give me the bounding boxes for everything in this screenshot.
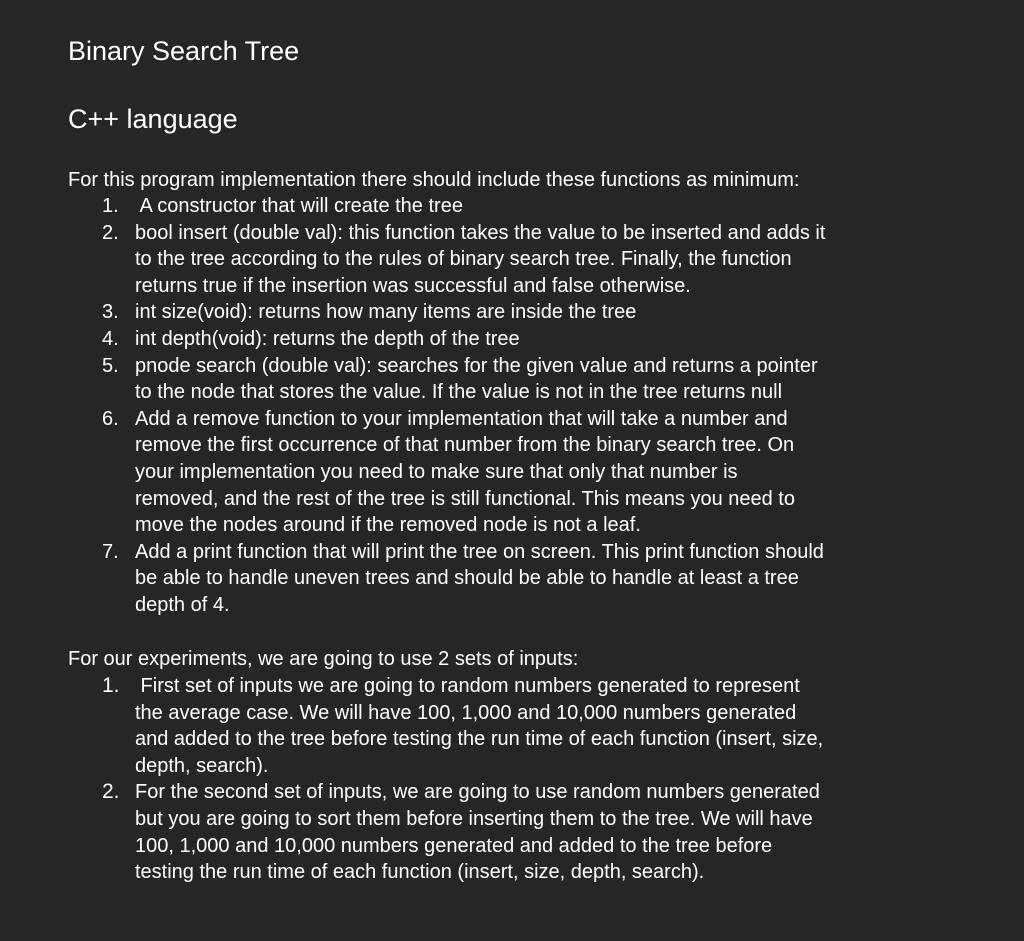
list-item [68, 220, 948, 300]
list-item-number: 6. [102, 407, 119, 430]
list-item-text: but you are going to sort them before inserting them to the tree. We will have [135, 807, 813, 830]
list-item [68, 353, 948, 406]
requirements-list [68, 193, 948, 619]
list-item-text: depth of 4. [135, 593, 230, 616]
list-item-text: 100, 1,000 and 10,000 numbers generated and added to the tree before [135, 834, 773, 857]
list-item-text: your implementation you need to make sure that only that number is [135, 460, 738, 483]
list-item-text: to the tree according to the rules of binary search tree. Finally, the function [135, 248, 792, 271]
experiments-list [68, 673, 948, 886]
document-subtitle: C++ language [68, 104, 238, 134]
list-item-number: 5. [102, 354, 119, 377]
requirements-intro: For this program implementation there should include these functions as minimum: [68, 169, 800, 191]
list-item-text: First set of inputs we are going to random numbers generated to represent [135, 675, 800, 697]
list-item-text: be able to handle uneven trees and should be able to handle at least a tree [135, 567, 799, 590]
list-item-number: 1. [102, 674, 120, 697]
list-item-number: 2. [102, 221, 119, 244]
list-item-number: 2. [102, 780, 120, 804]
document-title: Binary Search Tree [68, 36, 300, 66]
list-item-text: Add a remove function to your implementation that will take a number and [135, 407, 788, 430]
list-item-text: removed, and the rest of the tree is still functional. This means you need to [135, 487, 795, 510]
list-item-number: 7. [102, 540, 119, 563]
list-item-text: depth, search). [135, 754, 269, 777]
list-item [68, 299, 948, 326]
list-item [68, 673, 948, 779]
list-item-text: move the nodes around if the removed node is not a leaf. [135, 514, 641, 537]
list-item [68, 406, 948, 539]
list-item-text: int depth(void): returns the depth of the tree [135, 327, 520, 350]
list-item [68, 326, 948, 353]
list-item-text: returns true if the insertion was successful and false otherwise. [135, 274, 691, 297]
list-item-text: For the second set of inputs, we are going to use random numbers generated [135, 781, 820, 804]
list-item-number: 4. [102, 327, 119, 350]
list-item-text: bool insert (double val): this function takes the value to be inserted and adds it [135, 221, 826, 244]
list-item-text: remove the first occurrence of that number from the binary search tree. On [135, 434, 795, 457]
list-item [68, 779, 948, 885]
list-item-text: testing the run time of each function (insert, size, depth, search). [135, 861, 705, 884]
list-item-text: and added to the tree before testing the run time of each function (insert, size, [135, 728, 824, 751]
list-item-text: A constructor that will create the tree [135, 195, 463, 217]
list-item-number: 3. [102, 301, 119, 324]
list-item [68, 539, 948, 619]
list-item-text: the average case. We will have 100, 1,000 and 10,000 numbers generated [135, 701, 797, 724]
experiments-intro: For our experiments, we are going to use 2 sets of inputs: [68, 648, 579, 670]
list-item-text: pnode search (double val): searches for the given value and returns a pointer [135, 354, 818, 377]
list-item-text: to the node that stores the value. If the value is not in the tree returns null [135, 381, 783, 404]
list-item [68, 193, 948, 220]
list-item-text: int size(void): returns how many items are inside the tree [135, 301, 637, 324]
list-item-text: Add a print function that will print the tree on screen. This print function should [135, 540, 824, 563]
list-item-number: 1. [102, 195, 119, 217]
